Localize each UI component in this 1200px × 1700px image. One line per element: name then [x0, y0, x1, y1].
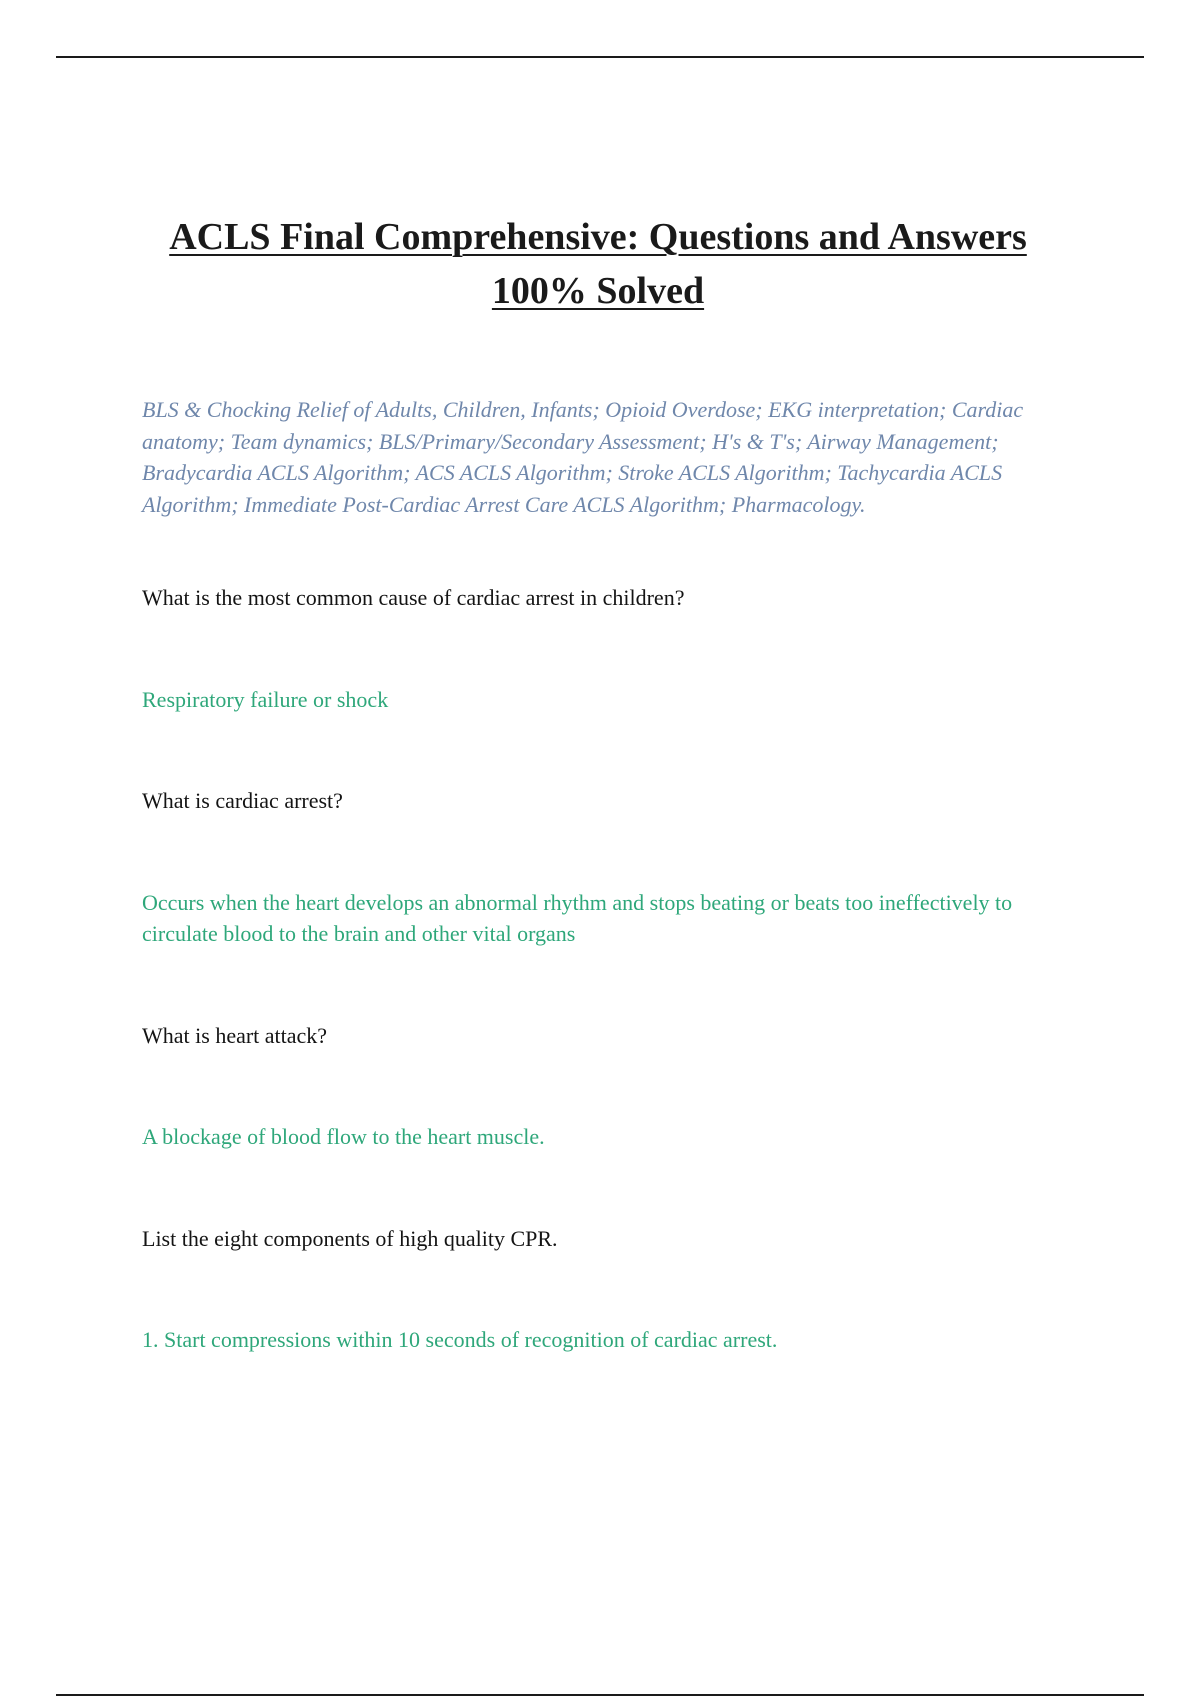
question-2: What is cardiac arrest?	[142, 788, 343, 813]
question-4: List the eight components of high quality CPR.	[142, 1225, 558, 1251]
spacer	[142, 1153, 1052, 1223]
spacer	[142, 1254, 1052, 1324]
topics-summary: BLS & Chocking Relief of Adults, Children, Infants; Opioid Overdose; EKG interpretation; Cardiac anatomy; Team dynamics; BLS/Primary/Secondary Assessment; H's & T's; Airway Management; Bradycardia ACLS Algorithm; ACS ACLS Algorithm; Stroke ACLS Algorithm; Tachycardia ACLS Algorithm; Immediate Post-Cardiac Arrest Care ACLS Algorithm; Pharmacology.	[142, 397, 1024, 517]
spacer	[142, 817, 1052, 887]
bottom-rule	[56, 1694, 1144, 1696]
spacer	[142, 1051, 1052, 1121]
answer-4: 1. Start compressions within 10 seconds of recognition of cardiac arrest.	[142, 1327, 778, 1352]
qa-list	[142, 582, 1052, 1356]
answer-1: Respiratory failure or shock	[142, 686, 389, 712]
spacer	[142, 715, 1052, 785]
question-1: What is the most common cause of cardiac arrest in children?	[142, 585, 685, 610]
question-3: What is heart attack?	[142, 1022, 328, 1048]
document-page	[142, 210, 1052, 1356]
top-rule	[56, 56, 1144, 58]
spacer	[142, 614, 1052, 684]
answer-3: A blockage of blood flow to the heart muscle.	[142, 1124, 545, 1149]
answer-2: Occurs when the heart develops an abnormal rhythm and stops beating or beats too ineffectively to circulate blood to the brain and other vital organs	[142, 889, 1013, 946]
spacer	[142, 950, 1052, 1020]
document-title: ACLS Final Comprehensive: Questions and Answers 100% Solved	[169, 216, 1027, 312]
